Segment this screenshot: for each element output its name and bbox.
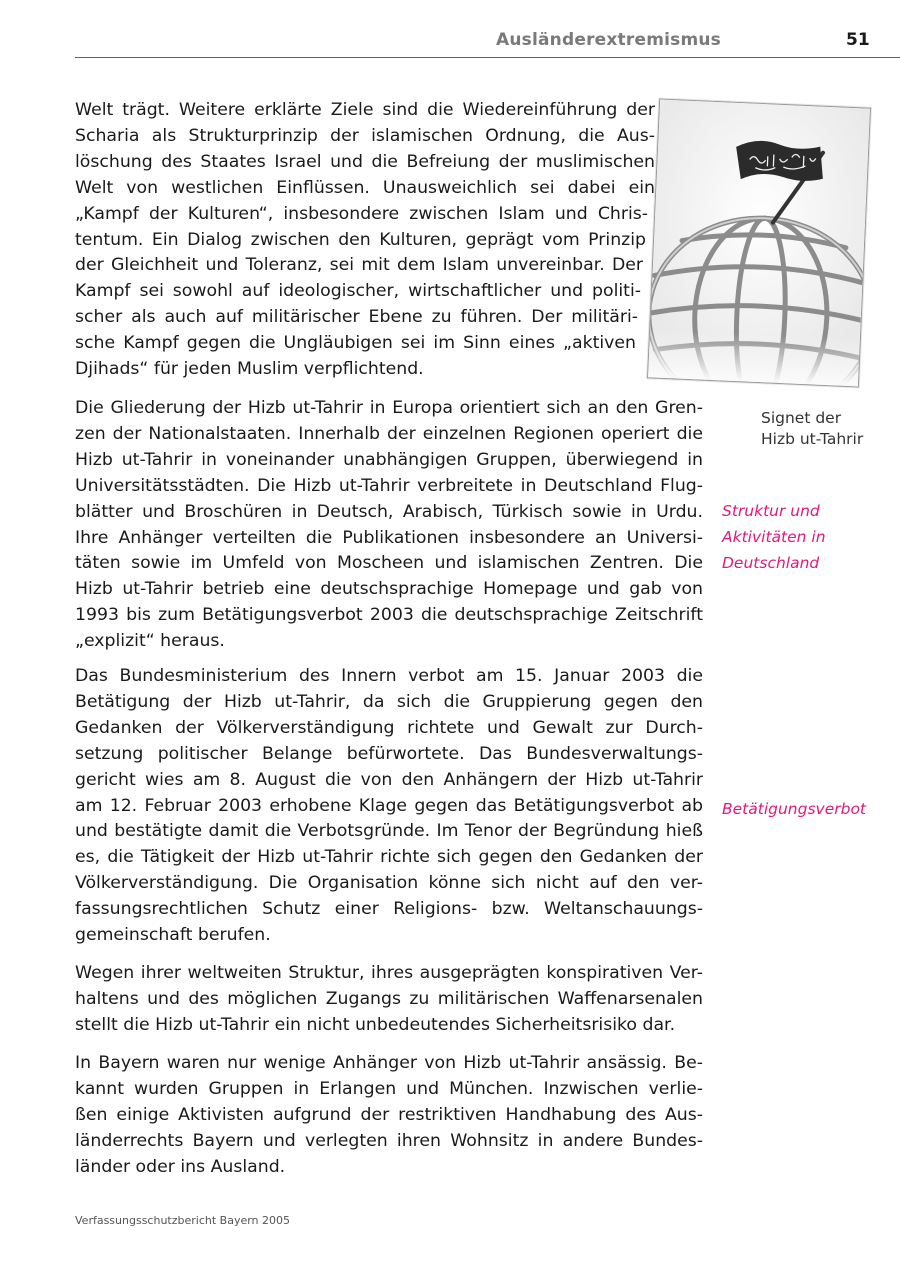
figure-caption	[761, 408, 863, 450]
running-header-section: Ausländerextremismus	[496, 30, 721, 50]
text-line: gericht wies am 8. August die von den Anhängern der Hizb ut-Tahrir	[75, 769, 703, 790]
text-line: tentum. Ein Dialog zwischen den Kulturen, geprägt vom Prinzip	[75, 229, 646, 250]
margin-note-structure	[722, 498, 826, 576]
paragraph-structure	[75, 396, 703, 655]
text-line: zen der Nationalstaaten. Innerhalb der einzelnen Regionen operiert die	[75, 423, 703, 444]
margin-note-line: Aktivitäten in	[722, 528, 826, 546]
text-line: 1993 bis zum Betätigungsverbot 2003 die deutschsprachige Zeitschrift	[75, 605, 703, 626]
text-line: Hizb ut-Tahrir betrieb eine deutschsprachige Homepage und gab von	[75, 579, 703, 600]
margin-note-ban: Betätigungsverbot	[722, 800, 867, 818]
text-line: der Gleichheit und Toleranz, sei mit dem Islam unvereinbar. Der	[75, 255, 643, 276]
text-line: Welt von westlichen Einflüssen. Unausweichlich sei dabei ein	[75, 177, 655, 198]
text-line: In Bayern waren nur wenige Anhänger von Hizb ut-Tahrir ansässig. Be-	[75, 1053, 703, 1073]
text-line: ßen einige Aktivisten aufgrund der restriktiven Handhabung des Aus-	[75, 1104, 703, 1125]
text-line: gemeinschaft berufen.	[75, 925, 271, 946]
text-line: kannt wurden Gruppen in Erlangen und München. Inzwischen verlie-	[75, 1078, 703, 1099]
header-rule	[75, 57, 900, 58]
margin-note-line: Struktur und	[722, 502, 820, 520]
margin-note-line: Deutschland	[722, 554, 820, 572]
text-line: länderrechts Bayern und verlegten ihren Wohnsitz in andere Bundes-	[75, 1130, 703, 1151]
text-line: Das Bundesministerium des Innern verbot am 15. Januar 2003 die	[75, 666, 703, 686]
text-line: Universitätsstädten. Die Hizb ut-Tahrir verbreitete in Deutschland Flug-	[75, 475, 703, 496]
text-line: sche Kampf gegen die Ungläubigen sei im Sinn eines „aktiven	[75, 333, 636, 354]
text-line: Völkerverständigung. Die Organisation könne sich nicht auf den ver-	[75, 873, 703, 894]
text-line: täten sowie im Umfeld von Moscheen und islamischen Zentren. Die	[75, 553, 703, 574]
page-number: 51	[846, 30, 870, 50]
text-line: stellt die Hizb ut-Tahrir ein nicht unbedeutendes Sicherheitsrisiko dar.	[75, 1014, 676, 1035]
text-line: Hizb ut-Tahrir in voneinander unabhängigen Gruppen, überwiegend in	[75, 449, 703, 470]
text-line: Kampf sei sowohl auf ideologischer, wirtschaftlicher und politi-	[75, 281, 641, 302]
text-line: Welt trägt. Weitere erklärte Ziele sind die Wiedereinführung der	[75, 100, 655, 120]
caption-line: Signet der	[761, 409, 842, 427]
paragraph-risk	[75, 961, 703, 1039]
hizb-ut-tahrir-logo-image	[647, 99, 871, 388]
text-line: setzung politischer Belange befürwortete. Das Bundesverwaltungs-	[75, 743, 703, 764]
text-line: länder oder ins Ausland.	[75, 1156, 286, 1177]
paragraph-goals	[75, 98, 655, 383]
text-line: haltens und des möglichen Zugangs zu militärischen Waffenarsenalen	[75, 988, 703, 1009]
text-line: löschung des Staates Israel und die Befreiung der muslimischen	[75, 151, 655, 172]
text-line: Gedanken der Völkerverständigung richtete und Gewalt zur Durch-	[75, 717, 703, 738]
caption-line: Hizb ut-Tahrir	[761, 430, 864, 448]
text-line: Die Gliederung der Hizb ut-Tahrir in Europa orientiert sich an den Gren-	[75, 398, 703, 418]
text-line: fassungsrechtlichen Schutz einer Religions- bzw. Weltanschauungs-	[75, 899, 703, 920]
footer-source: Verfassungsschutzbericht Bayern 2005	[75, 1214, 291, 1227]
text-line: Djihads“ für jeden Muslim verpflichtend.	[75, 359, 424, 380]
text-line: Betätigung der Hizb ut-Tahrir, da sich die Gruppierung gegen den	[75, 691, 703, 712]
text-line: scher als auch auf militärischer Ebene zu führen. Der militäri-	[75, 307, 638, 328]
paragraph-bavaria	[75, 1051, 703, 1181]
globe-flag-icon	[648, 100, 870, 387]
text-line: Wegen ihrer weltweiten Struktur, ihres ausgeprägten konspirativen Ver-	[75, 963, 703, 983]
text-line: „Kampf der Kulturen“, insbesondere zwischen Islam und Chris-	[75, 203, 648, 224]
paragraph-ban	[75, 664, 703, 949]
text-line: Ihre Anhänger verteilten die Publikationen insbesondere an Universi-	[75, 527, 703, 548]
text-line: und bestätigte damit die Verbotsgründe. Im Tenor der Begründung hieß	[75, 821, 703, 842]
text-line: „explizit“ heraus.	[75, 631, 225, 652]
text-line: am 12. Februar 2003 erhobene Klage gegen das Betätigungsverbot ab	[75, 795, 703, 816]
text-line: blätter und Broschüren in Deutsch, Arabisch, Türkisch sowie in Urdu.	[75, 501, 703, 522]
text-line: es, die Tätigkeit der Hizb ut-Tahrir richte sich gegen den Gedanken der	[75, 847, 703, 868]
text-line: Scharia als Strukturprinzip der islamischen Ordnung, die Aus-	[75, 125, 655, 146]
